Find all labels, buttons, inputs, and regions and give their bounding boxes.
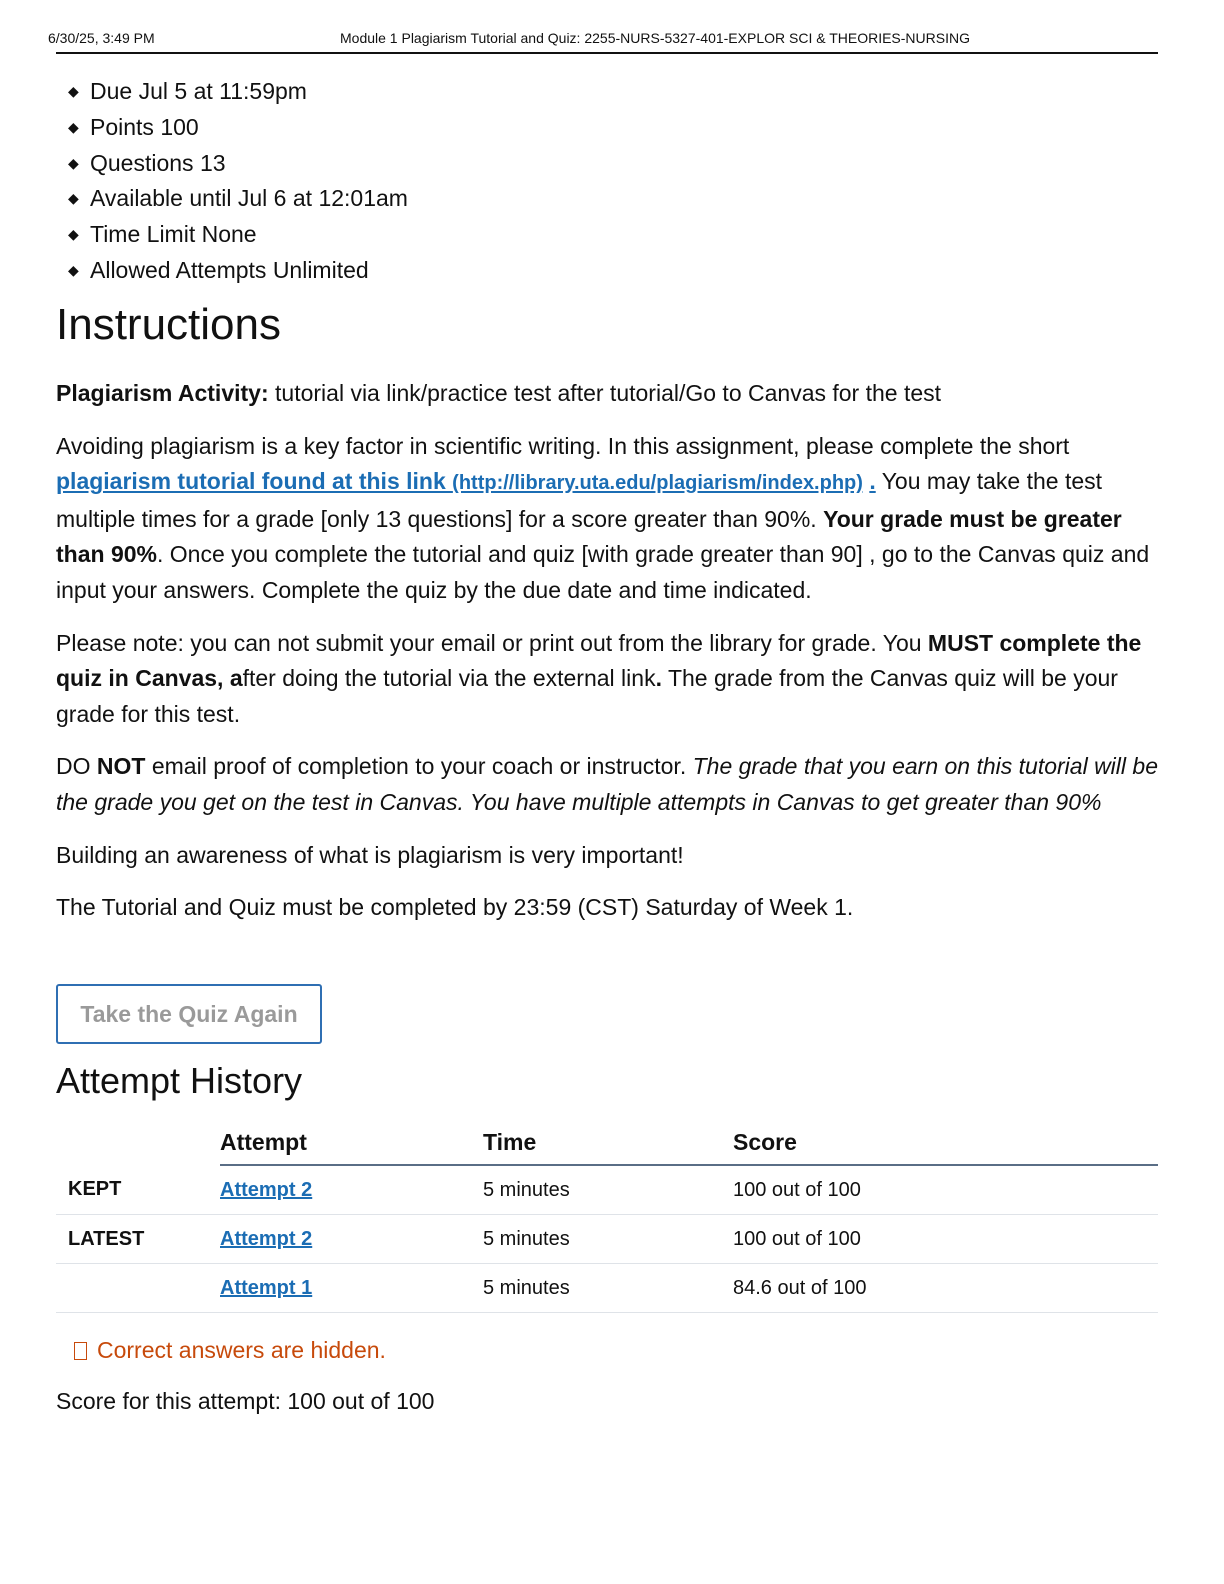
external-link-dot[interactable]: .	[869, 468, 876, 495]
detail-due	[68, 74, 408, 110]
attempt-status: KEPT	[56, 1165, 220, 1215]
attempt-time: 5 minutes	[483, 1165, 733, 1215]
column-header-status	[56, 1120, 220, 1165]
table-header-row	[56, 1120, 1158, 1165]
para2-start: Avoiding plagiarism is a key factor in scientific writing. In this assignment, please complete the short	[56, 432, 1070, 459]
detail-label: Due	[90, 78, 133, 104]
bullet-icon: ◆	[68, 83, 79, 99]
tutorial-paragraph	[56, 429, 1158, 609]
detail-value: Jul 5 at 11:59pm	[138, 78, 307, 104]
attempt-score: 100 out of 100	[733, 1215, 1158, 1264]
bullet-icon: ◆	[68, 154, 79, 171]
para4-mid: email proof of completion to your coach or instructor.	[145, 753, 693, 780]
column-header-attempt: Attempt	[220, 1120, 483, 1165]
activity-paragraph	[56, 376, 1158, 412]
plagiarism-tutorial-link[interactable]	[56, 468, 863, 494]
attempt-score: 100 out of 100	[733, 1165, 1158, 1215]
detail-time-limit	[68, 217, 408, 253]
hidden-note-text: Correct answers are hidden.	[97, 1337, 386, 1363]
attempt-link-cell	[220, 1165, 483, 1215]
bullet-icon: ◆	[68, 118, 79, 135]
attempt-time: 5 minutes	[483, 1264, 733, 1313]
bullet-icon: ◆	[68, 226, 79, 243]
attempt-link-cell	[220, 1215, 483, 1264]
print-page-title: Module 1 Plagiarism Tutorial and Quiz: 2255-NURS-5327-401-EXPLOR SCI & THEORIES-NURSING	[340, 30, 970, 46]
para2-bold: Your grade must be greater than 90%	[56, 505, 1122, 568]
print-header	[48, 30, 1158, 50]
instructions-body	[56, 376, 1158, 943]
para3-bold1: MUST complete the quiz in Canvas, a	[56, 629, 1142, 692]
activity-text: tutorial via link/practice test after tutorial/Go to Canvas for the test	[268, 380, 942, 406]
correct-answers-hidden-notice	[74, 1337, 386, 1364]
note-paragraph	[56, 626, 1158, 733]
attempt-score-summary: Score for this attempt: 100 out of 100	[56, 1388, 435, 1414]
attempt-history-table	[56, 1120, 1158, 1313]
attempt-status: LATEST	[56, 1215, 220, 1264]
attempt-time: 5 minutes	[483, 1215, 733, 1264]
detail-label: Points	[90, 113, 154, 140]
attempt-link[interactable]: Attempt 1	[220, 1276, 313, 1299]
print-datetime: 6/30/25, 3:49 PM	[48, 30, 155, 46]
para4-start: DO	[56, 753, 97, 780]
table-row	[56, 1165, 1158, 1215]
para2-end: . Once you complete the tutorial and quiz [with grade greater than 90] , go to the Canvas quiz and input your answers. Complete the quiz by the due date and time indicated.	[56, 541, 1150, 603]
detail-label: Time Limit	[90, 221, 196, 248]
warning-icon	[74, 1342, 87, 1360]
awareness-paragraph: Building an awareness of what is plagiarism is very important!	[56, 841, 684, 868]
detail-allowed-attempts	[68, 253, 408, 289]
column-header-time: Time	[483, 1120, 733, 1165]
detail-points	[68, 110, 408, 146]
para2-mid: You may take the test multiple times for a grade [only 13 questions] for a score greater than 90%.	[56, 468, 1103, 532]
do-not-paragraph	[56, 749, 1158, 820]
attempt-link[interactable]: Attempt 2	[220, 1227, 313, 1250]
header-divider	[56, 52, 1158, 54]
column-header-score: Score	[733, 1120, 1158, 1165]
bullet-icon: ◆	[68, 190, 79, 207]
bullet-icon: ◆	[68, 261, 79, 278]
table-row	[56, 1264, 1158, 1313]
para3-start: Please note: you can not submit your email or print out from the library for grade. You	[56, 629, 928, 656]
detail-value: until Jul 6 at 12:01am	[189, 185, 408, 212]
tutorial-link-url: (http://library.uta.edu/plagiarism/index.php)	[452, 472, 863, 495]
attempt-score: 84.6 out of 100	[733, 1264, 1158, 1313]
attempt-history-heading: Attempt History	[56, 1060, 303, 1101]
detail-label: Allowed Attempts	[90, 256, 267, 283]
attempt-status	[56, 1264, 220, 1313]
detail-value: Unlimited	[272, 256, 369, 283]
para4-bold: NOT	[96, 753, 146, 780]
detail-available	[68, 181, 408, 217]
detail-value: 13	[199, 149, 226, 176]
detail-label: Questions	[90, 149, 194, 176]
detail-value: 100	[160, 113, 199, 140]
table-row	[56, 1215, 1158, 1264]
tutorial-link-text: plagiarism tutorial found at this link	[56, 468, 453, 495]
activity-label: Plagiarism Activity:	[56, 380, 269, 406]
instructions-heading: Instructions	[56, 300, 281, 349]
para4-italic: The grade that you earn on this tutorial will be the grade you get on the test in Canvas. You have multiple attempts in Canvas to get greater than 90%	[56, 753, 1158, 815]
attempt-link[interactable]: Attempt 2	[220, 1178, 313, 1201]
quiz-details-list	[68, 74, 408, 289]
deadline-paragraph: The Tutorial and Quiz must be completed by 23:59 (CST) Saturday of Week 1.	[56, 894, 854, 921]
para3-mid: fter doing the tutorial via the external link	[242, 665, 656, 692]
attempt-link-cell	[220, 1264, 483, 1313]
detail-value: None	[201, 221, 257, 248]
para3-end: The grade from the Canvas quiz will be your grade for this test.	[56, 665, 1118, 727]
para3-bold2: .	[655, 665, 662, 692]
detail-label: Available	[90, 185, 183, 212]
take-quiz-again-button[interactable]: Take the Quiz Again	[56, 984, 322, 1044]
detail-questions	[68, 146, 408, 182]
